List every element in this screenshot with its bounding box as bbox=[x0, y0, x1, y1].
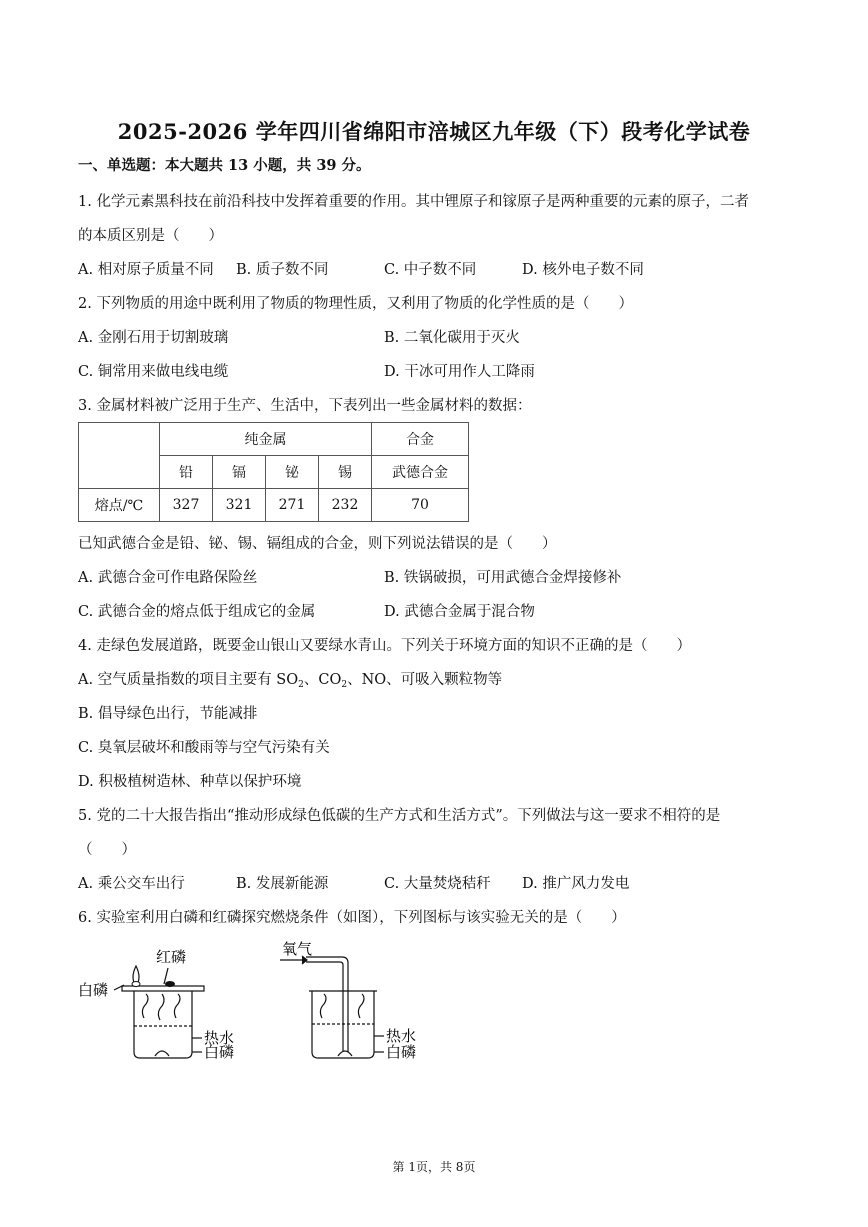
fig1-label-white-p-bottom: 白磷 bbox=[204, 1043, 235, 1061]
q4-option-a: A. 空气质量指数的项目主要有 $SO_2$、$CO_2$、NO、可吸入颗粒物等 bbox=[78, 672, 503, 690]
page-footer: 第 1页，共 8页 bbox=[392, 1160, 476, 1174]
q1-stem-line1: 1. 化学元素黑科技在前沿科技中发挥着重要的作用。其中锂原子和镓原子是两种重要的元素的原子，二者 bbox=[78, 194, 749, 210]
table-metal-lead: 铅 bbox=[160, 456, 213, 489]
q3-stem-2: 已知武德合金是铅、铋、锡、镉组成的合金，则下列说法错误的是（ ） bbox=[78, 536, 557, 552]
fig1-label-hot-water: 热水 bbox=[204, 1029, 235, 1047]
table-row-label: 熔点/℃ bbox=[79, 489, 160, 522]
combustion-figure-1 bbox=[78, 940, 278, 1070]
table-corner-cell bbox=[79, 423, 160, 489]
q3-option-b: B. 铁锅破损，可用武德合金焊接修补 bbox=[384, 570, 622, 586]
table-metal-cadmium: 镉 bbox=[213, 456, 266, 489]
q5-stem-line1: 5. 党的二十大报告指出“推动形成绿色低碳的生产方式和生活方式”。下列做法与这一要求不相符的是 bbox=[78, 808, 721, 824]
q1-stem-line2: 的本质区别是（ ） bbox=[78, 228, 223, 244]
table-header-pure-metal: 纯金属 bbox=[160, 423, 372, 456]
table-cell-value: 327 bbox=[160, 489, 213, 522]
q2-option-a: A. 金刚石用于切割玻璃 bbox=[78, 330, 229, 346]
table-metal-tin: 锡 bbox=[319, 456, 372, 489]
fig2-label-hot-water: 热水 bbox=[386, 1027, 417, 1045]
q2-option-c: C. 铜常用来做电线电缆 bbox=[78, 364, 229, 380]
table-cell-value: 271 bbox=[266, 489, 319, 522]
q4-option-d: D. 积极植树造林、种草以保护环境 bbox=[78, 774, 302, 790]
fig2-label-oxygen: 氧气 bbox=[282, 940, 313, 958]
combustion-figure-2 bbox=[276, 940, 476, 1070]
q4-option-c: C. 臭氧层破坏和酸雨等与空气污染有关 bbox=[78, 740, 330, 756]
table-cell-value: 70 bbox=[372, 489, 469, 522]
fig2-label-white-p-bottom: 白磷 bbox=[386, 1043, 417, 1061]
q1-option-d: D. 核外电子数不同 bbox=[522, 262, 644, 278]
q5-option-d: D. 推广风力发电 bbox=[522, 876, 630, 892]
q5-option-b: B. 发展新能源 bbox=[236, 876, 329, 892]
table-metal-bismuth: 铋 bbox=[266, 456, 319, 489]
q2-option-b: B. 二氧化碳用于灭火 bbox=[384, 330, 520, 346]
q1-option-a: A. 相对原子质量不同 bbox=[78, 262, 214, 278]
table-cell-value: 321 bbox=[213, 489, 266, 522]
q4-option-b: B. 倡导绿色出行，节能减排 bbox=[78, 706, 258, 722]
q3-option-c: C. 武德合金的熔点低于组成它的金属 bbox=[78, 604, 316, 620]
fig1-label-white-p-top: 白磷 bbox=[78, 981, 109, 999]
q5-stem-line2: （ ） bbox=[78, 842, 136, 858]
q5-option-c: C. 大量焚烧秸秆 bbox=[384, 876, 491, 892]
section-heading: 一、单选题：本大题共 13 小题，共 39 分。 bbox=[78, 157, 371, 174]
q1-option-b: B. 质子数不同 bbox=[236, 262, 329, 278]
metal-data-table bbox=[78, 422, 469, 522]
q2-option-d: D. 干冰可用作人工降雨 bbox=[384, 364, 535, 380]
fig1-label-red-p: 红磷 bbox=[156, 948, 187, 966]
q5-option-a: A. 乘公交车出行 bbox=[78, 876, 185, 892]
table-cell-value: 232 bbox=[319, 489, 372, 522]
q1-option-c: C. 中子数不同 bbox=[384, 262, 477, 278]
q6-stem: 6. 实验室利用白磷和红磷探究燃烧条件（如图），下列图标与该实验无关的是（ ） bbox=[78, 910, 626, 926]
q3-option-a: A. 武德合金可作电路保险丝 bbox=[78, 570, 258, 586]
table-metal-wood-alloy: 武德合金 bbox=[372, 456, 469, 489]
page-title: 2025-2026 学年四川省绵阳市涪城区九年级（下）段考化学试卷 bbox=[117, 119, 751, 144]
q2-stem: 2. 下列物质的用途中既利用了物质的物理性质，又利用了物质的化学性质的是（ ） bbox=[78, 296, 633, 312]
table-header-alloy: 合金 bbox=[372, 423, 469, 456]
q4-stem: 4. 走绿色发展道路，既要金山银山又要绿水青山。下列关于环境方面的知识不正确的是（ ） bbox=[78, 638, 691, 654]
q3-option-d: D. 武德合金属于混合物 bbox=[384, 604, 535, 620]
q3-stem: 3. 金属材料被广泛用于生产、生活中，下表列出一些金属材料的数据： bbox=[78, 398, 532, 414]
